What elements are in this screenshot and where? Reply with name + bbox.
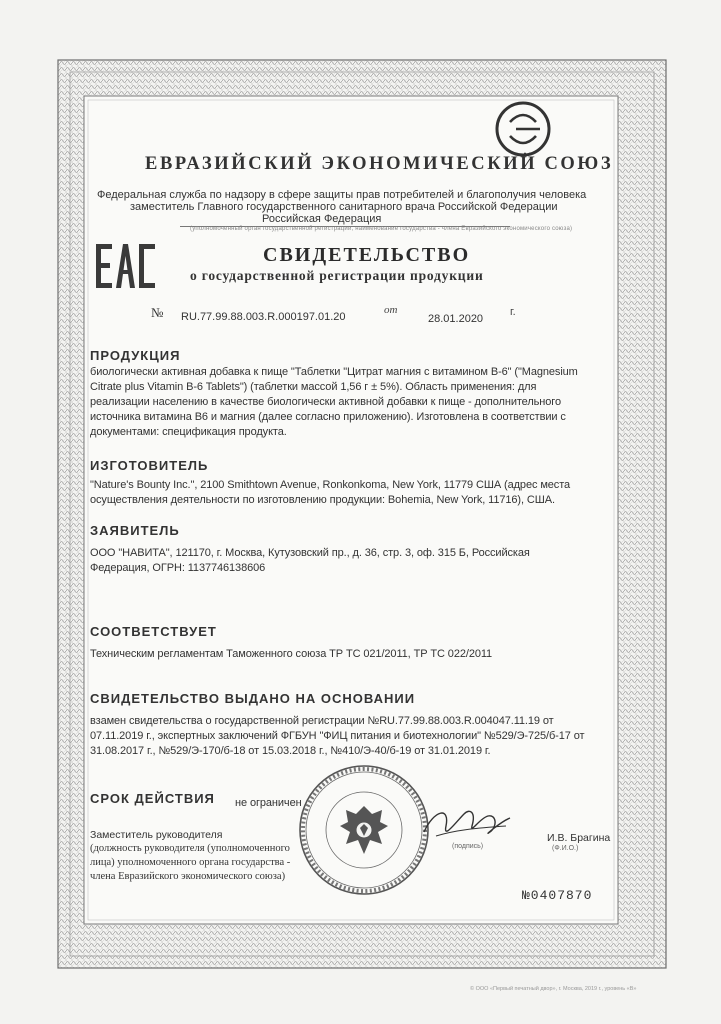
registration-number: RU.77.99.88.003.R.000197.01.20	[181, 311, 346, 323]
validity-value: не ограничен	[235, 797, 302, 809]
signature-caption: (подпись)	[452, 843, 484, 850]
applicant-line: Федерация, ОГРН: 1137746138606	[90, 562, 266, 574]
fio-caption: (Ф.И.О.)	[552, 845, 579, 852]
basis-line: взамен свидетельства о государственной регистрации №RU.77.99.88.003.R.004047.11.19 от	[90, 715, 554, 727]
number-sign: №	[151, 305, 164, 320]
manufacturer-line: "Nature's Bounty Inc.", 2100 Smithtown Avenue, Ronkonkoma, New York, 11779 США (адрес места	[90, 479, 571, 491]
agency-line-3: Российская Федерация	[262, 213, 382, 225]
eac-mark-icon	[94, 240, 158, 292]
certificate-title: СВИДЕТЕЛЬСТВО	[263, 244, 471, 266]
product-line: биологически активная добавка к пище "Таблетки "Цитрат магния с витамином В-6" ("Magnesium	[90, 366, 578, 378]
applicant-line: ООО "НАВИТА", 121170, г. Москва, Кутузовский пр., д. 36, стр. 3, оф. 315 Б, Российская	[90, 547, 530, 559]
basis-heading: СВИДЕТЕЛЬСТВО ВЫДАНО НА ОСНОВАНИИ	[90, 691, 416, 706]
official-seal-stamp	[296, 762, 432, 898]
manufacturer-line: осуществления деятельности по изготовлению продукции: Bohemia, New York, 11716), США.	[90, 494, 555, 506]
role-caption-line: члена Евразийского экономического союза)	[90, 871, 286, 882]
union-title: ЕВРАЗИЙСКИЙ ЭКОНОМИЧЕСКИЙ СОЮЗ	[145, 154, 614, 174]
agency-caption: (уполномоченный орган государственной регистрации, наименование государства - члена Евразийского экономического союза)	[190, 226, 573, 232]
date-prefix: от	[384, 304, 398, 316]
certificate-subtitle: о государственной регистрации продукции	[190, 268, 484, 283]
basis-line: 07.11.2019 г., экспертных заключений ФГБУН "ФИЦ питания и биотехнологии" №529/Э-725/б-17 от	[90, 730, 585, 742]
product-line: Citrate plus Vitamin B-6 Tablets") (таблетки массой 1,56 г ± 5%). Область применения: для	[90, 381, 537, 393]
conformity-line: Техническим регламентам Таможенного союза ТР ТС 021/2011, ТР ТС 022/2011	[90, 648, 493, 660]
manufacturer-heading: ИЗГОТОВИТЕЛЬ	[90, 458, 209, 473]
registration-date: 28.01.2020	[428, 313, 484, 325]
validity-heading: СРОК ДЕЙСТВИЯ	[90, 791, 215, 806]
applicant-heading: ЗАЯВИТЕЛЬ	[90, 523, 180, 538]
signatory-name: И.В. Брагина	[547, 832, 611, 844]
year-suffix: г.	[510, 306, 516, 318]
role-caption-line: лица) уполномоченного органа государства -	[90, 857, 291, 868]
serial-number: №0407870	[522, 888, 593, 903]
role-caption-line: (должность руководителя (уполномоченного	[90, 843, 290, 854]
basis-line: 31.08.2017 г., №529/Э-170/б-18 от 15.03.2018 г., №410/Э-40/б-19 от 31.01.2019 г.	[90, 745, 491, 757]
product-heading: ПРОДУКЦИЯ	[90, 348, 181, 363]
product-line: реализации населению в качестве биологически активной добавки к пище - дополнительного	[90, 396, 561, 408]
agency-line-1: Федеральная служба по надзору в сфере защиты прав потребителей и благополучия человека	[97, 189, 587, 201]
product-line: источника витамина В6 и магния (далее согласно приложению). Изготовлена в соответствии с	[90, 411, 566, 423]
conformity-heading: СООТВЕТСТВУЕТ	[90, 624, 217, 639]
signatory-role: Заместитель руководителя	[90, 829, 223, 841]
agency-line-2: заместитель Главного государственного санитарного врача Российской Федерации	[130, 201, 558, 213]
product-line: документами: спецификация продукта.	[90, 426, 287, 438]
printer-imprint: © ООО «Первый печатный двор», г. Москва, 2019 г., уровень «В»	[470, 986, 637, 992]
eurasian-emblem-icon	[488, 100, 558, 158]
